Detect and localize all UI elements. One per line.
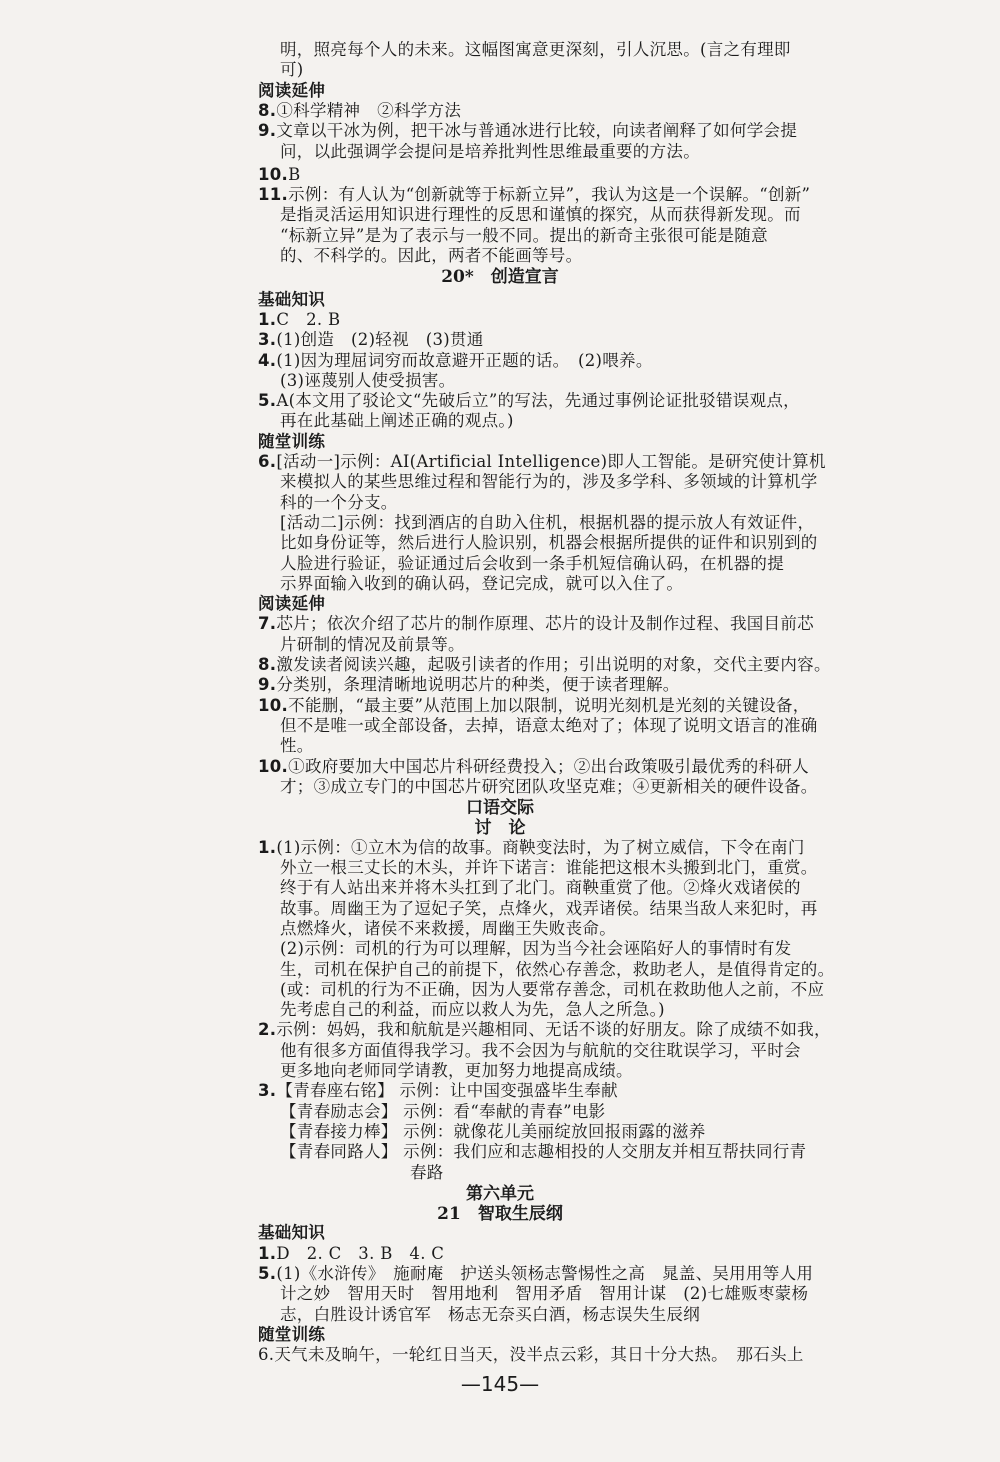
line-text: (1)因为理屈词穷而故意避开正题的话。 (2)喂养。 <box>276 350 653 370</box>
line-text: A(本文用了驳论文“先破后立”的写法，先通过事例论证批驳错误观点， <box>276 391 800 411</box>
line-text: C 2. B <box>276 309 341 329</box>
text-line <box>258 1345 804 1365</box>
section-title: 20* 创造宣言 <box>441 267 559 288</box>
question-number: 10. <box>258 756 289 776</box>
text-line <box>280 635 465 655</box>
line-text: 片研制的情况及前景等。 <box>280 634 465 654</box>
text-line <box>258 1081 618 1101</box>
text-line <box>258 614 814 634</box>
question-number: 11. <box>258 185 289 205</box>
text-line <box>280 1061 633 1081</box>
text-line <box>258 101 461 121</box>
question-number: 9. <box>258 121 277 141</box>
line-text: 生，司机在保护自己的前提下，依然心存善念，救助老人，是值得肯定的。 <box>280 959 835 979</box>
text-line <box>280 1142 806 1162</box>
line-text: 点燃烽火，诸侯不来救援，周幽王失败丧命。 <box>280 918 616 938</box>
question-number: 8. <box>258 655 277 674</box>
text-line <box>258 185 810 205</box>
line-text: D 2. C 3. B 4. C <box>276 1243 445 1263</box>
line-text: 【青春励志会】 示例：看“奉献的青春”电影 <box>280 1101 606 1121</box>
text-line <box>280 716 818 736</box>
text-line <box>258 1264 813 1284</box>
line-text: 是指灵活运用知识进行理性的反思和谨慎的探究，从而获得新发现。而 <box>280 205 801 225</box>
line-text: (1)《水浒传》 施耐庵 护送头领杨志警惕性之高 晁盖、吴用用等人用 <box>276 1264 814 1283</box>
line-text: 再在此基础上阐述正确的观点。) <box>280 411 514 431</box>
section-heading <box>258 1223 325 1243</box>
line-text: 故事。周幽王为了逗妃子笑，点烽火，戏弄诸侯。结果当敌人来犯时，再 <box>280 898 818 918</box>
text-line <box>258 757 809 777</box>
line-text: 明，照亮每个人的未来。这幅图寓意更深刻，引人沉思。(言之有理即 <box>280 40 791 59</box>
line-text: [活动二]示例：找到酒店的自助入住机，根据机器的提示放人有效证件， <box>280 512 815 532</box>
line-text: 【青春接力棒】 示例：就像花儿美丽绽放回报雨露的滋养 <box>280 1121 706 1141</box>
line-text: 基础知识 <box>258 289 326 309</box>
text-line <box>280 919 616 939</box>
text-line <box>280 1284 808 1304</box>
question-number: 8. <box>258 100 277 120</box>
text-line <box>280 493 398 513</box>
question-number: 3. <box>258 1081 277 1101</box>
line-text: 随堂训练 <box>258 431 326 451</box>
text-line <box>280 980 824 1000</box>
question-number: 1. <box>258 837 277 857</box>
line-text: 芯片；依次介绍了芯片的制作原理、芯片的设计及制作过程、我国目前芯 <box>276 614 814 634</box>
line-text: 分类别，条理清晰地说明芯片的种类，便于读者理解。 <box>276 675 680 695</box>
line-text: 计之妙 智用天时 智用地利 智用矛盾 智用计谋 (2)七雄贩枣蒙杨 <box>280 1284 809 1304</box>
section-title: 21 智取生辰纲 <box>437 1204 563 1225</box>
question-number: 5. <box>258 391 277 411</box>
line-text: 示例：妈妈，我和航航是兴趣相同、无话不谈的好朋友。除了成绩不如我， <box>276 1020 831 1040</box>
text-line <box>280 205 801 225</box>
line-text: ①政府要加大中国芯片科研经费投入；②出台政策吸引最优秀的科研人 <box>288 756 809 776</box>
line-text: B <box>288 164 301 184</box>
text-line <box>258 310 340 330</box>
text-line <box>280 1041 801 1061</box>
question-number: 6. <box>258 452 277 471</box>
question-number: 7. <box>258 614 277 634</box>
line-text: 问，以此强调学会提问是培养批判性思维最重要的方法。 <box>280 141 700 161</box>
line-text: 【青春同路人】 示例：我们应和志趣相投的人交朋友并相互帮扶同行青 <box>280 1142 807 1162</box>
text-line <box>280 371 455 391</box>
text-line <box>280 878 801 898</box>
text-line <box>258 452 826 472</box>
line-text: 外立一根三丈长的木头，并许下诺言：谁能把这根木头搬到北门，重赏。 <box>280 858 818 877</box>
line-text: 来模拟人的某些思维过程和智能行为的，涉及多学科、多领域的计算机学 <box>280 472 818 492</box>
line-text: 终于有人站出来并将木头扛到了北门。商鞅重赏了他。②烽火戏诸侯的 <box>280 878 801 898</box>
line-text: 科的一个分支。 <box>280 492 398 512</box>
text-line <box>258 165 301 185</box>
text-line <box>280 411 514 431</box>
section-heading <box>258 81 325 101</box>
text-line <box>280 60 304 80</box>
text-line <box>280 960 834 980</box>
question-number: 10. <box>258 164 289 184</box>
question-number: 4. <box>258 350 277 370</box>
section-title: 讨 论 <box>474 818 526 839</box>
line-text: [活动一]示例：AI(Artificial Intelligence)即人工智能。是研究使计算机 <box>276 452 826 471</box>
text-line <box>258 391 800 411</box>
section-heading <box>258 432 325 452</box>
section-title: 第六单元 <box>466 1183 534 1204</box>
text-line <box>280 472 818 492</box>
line-text: 不能删，“最主要”从范围上加以限制，说明光刻机是光刻的关键设备， <box>288 695 810 715</box>
line-text: 志，白胜设计诱官军 杨志无奈买白酒，杨志误失生辰纲 <box>280 1304 700 1324</box>
line-text: (1)示例：①立木为信的故事。商鞅变法时，为了树立威信，下令在南门 <box>276 837 805 857</box>
line-text: 激发读者阅读兴趣，起吸引读者的作用；引出说明的对象，交代主要内容。 <box>276 655 831 674</box>
text-line <box>280 226 768 246</box>
question-number: 5. <box>258 1264 277 1283</box>
text-line <box>280 899 818 919</box>
text-line <box>258 351 653 371</box>
text-line <box>280 1000 665 1020</box>
text-line <box>280 554 784 574</box>
text-line <box>280 736 314 756</box>
text-line <box>280 1102 605 1122</box>
line-text: (或：司机的行为不正确，因为人要常存善念，司机在救助他人之前，不应 <box>280 979 825 999</box>
text-line <box>280 574 683 594</box>
page-number: —145— <box>460 1371 540 1396</box>
text-line <box>258 838 805 858</box>
text-line <box>258 121 797 141</box>
line-text: 阅读延伸 <box>258 80 326 100</box>
line-text: 他有很多方面值得我学习。我不会因为与航航的交往耽误学习，平时会 <box>280 1040 801 1060</box>
line-text: 更多地向老师同学请教，更加努力地提高成绩。 <box>280 1061 633 1080</box>
section-heading <box>258 594 325 614</box>
line-text: ①科学精神 ②科学方法 <box>276 100 462 120</box>
question-number: 2. <box>258 1020 277 1040</box>
question-number: 3. <box>258 330 277 350</box>
section-heading <box>258 1325 325 1345</box>
text-line <box>280 777 818 797</box>
line-text: 基础知识 <box>258 1223 326 1243</box>
line-text: (1)创造 (2)轻视 (3)贯通 <box>276 330 484 350</box>
line-text: 春路 <box>410 1162 444 1182</box>
line-text: 可) <box>280 60 304 80</box>
line-text: 文章以干冰为例，把干冰与普通冰进行比较，向读者阐释了如何学会提 <box>276 121 798 141</box>
line-text: 随堂训练 <box>258 1324 326 1344</box>
line-text: 【青春座右铭】 示例：让中国变强盛毕生奉献 <box>276 1081 618 1101</box>
text-line <box>258 1020 831 1040</box>
text-line <box>258 675 680 695</box>
line-text: 性。 <box>280 736 314 756</box>
line-text: 6.天气未及晌午，一轮红日当天，没半点云彩，其日十分大热。 那石头上 <box>258 1345 804 1365</box>
text-line <box>280 513 814 533</box>
question-number: 9. <box>258 675 277 695</box>
text-line <box>280 246 582 266</box>
line-text: 阅读延伸 <box>258 594 326 614</box>
text-line <box>258 696 810 716</box>
text-line <box>258 655 831 675</box>
text-line <box>258 330 484 350</box>
text-line <box>280 1305 700 1325</box>
text-line <box>258 1244 444 1264</box>
line-text: 示界面输入收到的确认码，登记完成，就可以入住了。 <box>280 573 684 593</box>
question-number: 1. <box>258 309 277 329</box>
line-text: 的、不科学的。因此，两者不能画等号。 <box>280 246 583 265</box>
line-text: 人脸进行验证，验证通过后会收到一条手机短信确认码，在机器的提 <box>280 553 784 573</box>
line-text: 比如身份证等，然后进行人脸识别，机器会根据所提供的证件和识别到的 <box>280 533 818 553</box>
section-title: 口语交际 <box>466 798 534 819</box>
question-number: 1. <box>258 1243 277 1263</box>
text-line <box>410 1163 444 1183</box>
text-line <box>280 533 818 553</box>
text-line <box>280 40 791 60</box>
question-number: 10. <box>258 695 289 715</box>
section-heading <box>258 290 325 310</box>
line-text: 示例：有人认为“创新就等于标新立异”，我认为这是一个误解。“创新” <box>288 185 811 205</box>
line-text: (3)诬蔑别人使受损害。 <box>280 370 456 390</box>
text-line <box>280 1122 706 1142</box>
text-line <box>280 858 818 878</box>
line-text: 先考虑自己的利益，而应以救人为先，急人之所急。) <box>280 1000 665 1020</box>
line-text: 但不是唯一或全部设备，去掉，语意太绝对了；体现了说明文语言的准确 <box>280 715 818 735</box>
line-text: (2)示例：司机的行为可以理解，因为当今社会诬陷好人的事情时有发 <box>280 939 792 959</box>
line-text: “标新立异”是为了表示与一般不同。提出的新奇主张很可能是随意 <box>280 225 768 245</box>
text-line <box>280 142 700 162</box>
line-text: 才；③成立专门的中国芯片研究团队攻坚克难；④更新相关的硬件设备。 <box>280 776 818 796</box>
text-line <box>280 939 791 959</box>
